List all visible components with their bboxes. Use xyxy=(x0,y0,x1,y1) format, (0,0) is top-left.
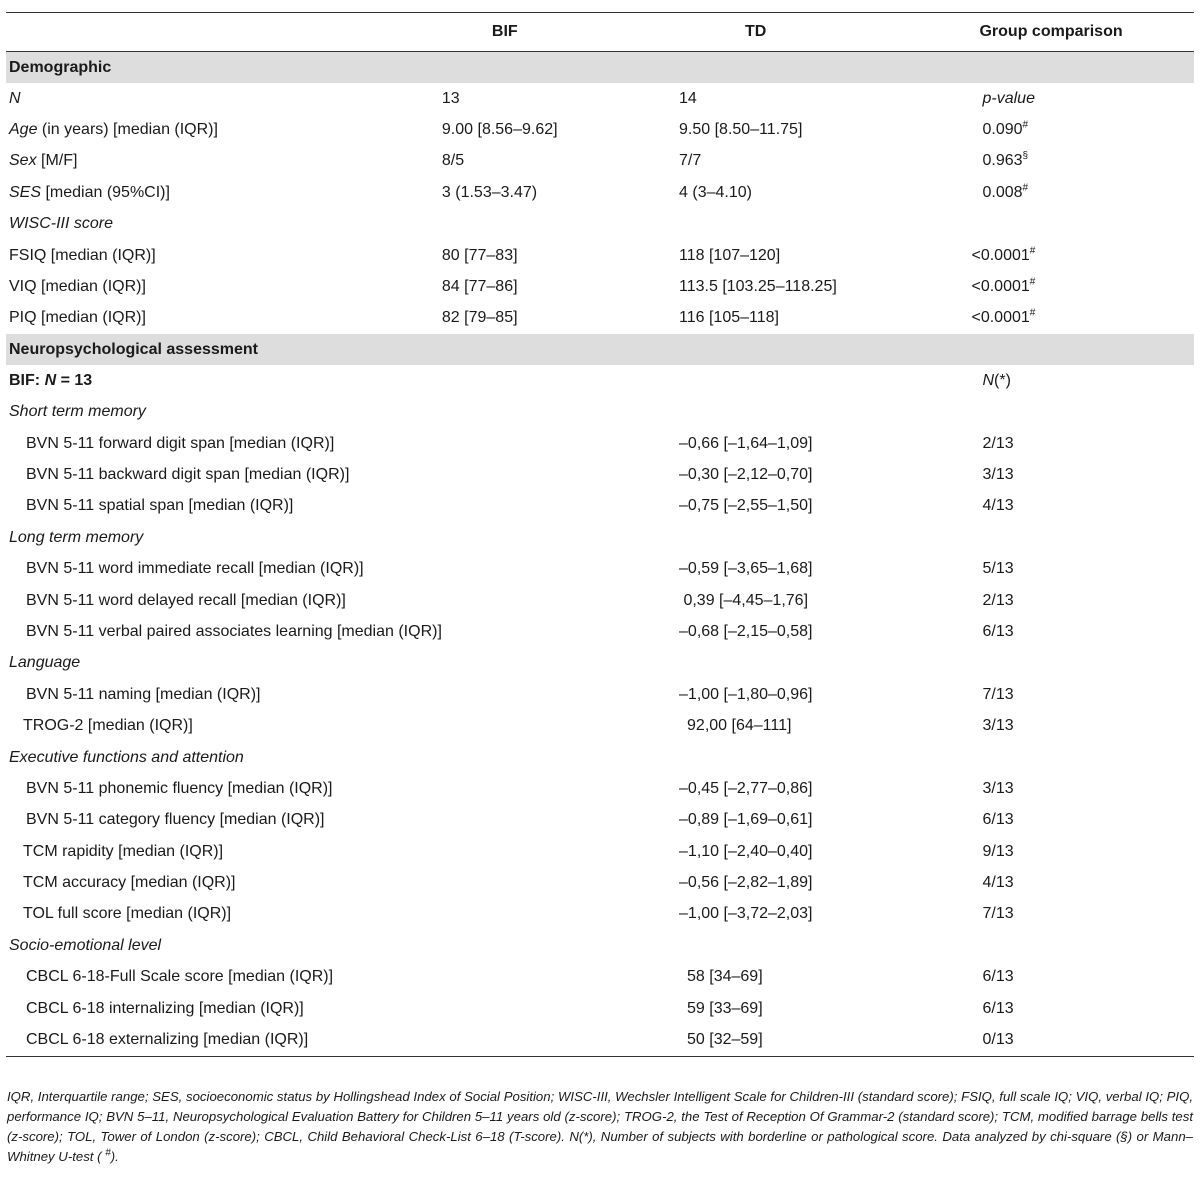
comparison-value: p-value xyxy=(982,89,1035,107)
row-label: BVN 5-11 word immediate recall [median (IQR)] xyxy=(26,560,364,578)
test-mark: # xyxy=(1029,245,1036,257)
p-value: 0.008 xyxy=(982,183,1023,201)
section-title: Neuropsychological assessment xyxy=(6,334,1194,365)
table-row xyxy=(6,836,1194,867)
comparison-value xyxy=(967,177,1194,208)
td-value: 7/7 xyxy=(679,152,702,170)
subheading-socio-emotional: Socio-emotional level xyxy=(9,936,162,954)
section-title: Demographic xyxy=(6,52,1194,84)
comparison-value xyxy=(967,240,1194,271)
table-row xyxy=(6,240,1194,271)
subheading-short-term-memory: Short term memory xyxy=(9,403,146,421)
td-value: –0,45 [–2,77–0,86] xyxy=(679,779,813,797)
row-label: N xyxy=(9,89,21,107)
td-value: –0,30 [–2,12–0,70] xyxy=(679,465,813,483)
bif-n-label xyxy=(6,365,442,396)
table-row xyxy=(6,899,1194,930)
comparison-value: 6/13 xyxy=(982,622,1014,640)
bif-label: BIF: xyxy=(9,371,41,389)
table-row xyxy=(6,365,1194,396)
td-value: 59 [33–69] xyxy=(687,999,763,1017)
td-value: 116 [105–118] xyxy=(679,309,779,327)
table-row xyxy=(6,710,1194,741)
footnote-mark: # xyxy=(105,1147,111,1159)
comparison-value: 6/13 xyxy=(982,999,1014,1017)
row-label: TCM accuracy [median (IQR)] xyxy=(23,874,236,892)
row-label: FSIQ [median (IQR)] xyxy=(9,246,156,264)
n-star-italic: N xyxy=(982,371,995,389)
table-row xyxy=(6,177,1194,208)
table-row xyxy=(6,146,1194,177)
table-header xyxy=(6,13,1194,52)
td-value: 9.50 [8.50–11.75] xyxy=(679,121,803,139)
p-value: <0.0001 xyxy=(971,278,1030,296)
row-label-italic: Age xyxy=(9,121,38,139)
comparison-value: 4/13 xyxy=(982,497,1014,515)
header-group-comparison: Group comparison xyxy=(979,23,1123,40)
td-value: 118 [107–120] xyxy=(679,246,781,264)
comparison-value: 5/13 xyxy=(982,560,1014,578)
bif-n-italic: N xyxy=(44,371,57,389)
table-row xyxy=(6,553,1194,584)
td-value: 4 (3–4.10) xyxy=(679,183,752,201)
td-value: –0,66 [–1,64–1,09] xyxy=(679,434,813,452)
p-value: 0.963 xyxy=(982,152,1023,170)
td-value: 58 [34–69] xyxy=(687,968,763,986)
row-label: BVN 5-11 backward digit span [median (IQR)] xyxy=(26,465,350,483)
row-label: TCM rapidity [median (IQR)] xyxy=(23,842,224,860)
subheading-language: Language xyxy=(9,654,81,672)
comparison-value: 0/13 xyxy=(967,1024,1194,1056)
bif-value: 82 [79–85] xyxy=(441,309,518,327)
n-star-header xyxy=(967,365,1194,396)
p-value: <0.0001 xyxy=(971,246,1030,264)
row-label xyxy=(6,146,442,177)
footnote-text: IQR, Interquartile range; SES, socioeconomic status by Hollingshead Index of Social Position; WISC-III, Wechsler Intelligent Scale for Children-III (standard score); FSIQ, full scale IQ; VIQ, verbal IQ; PIQ, performance IQ; BVN 5–11, Neuropsychological Evaluation Battery for Children 5–11 years old (z-score); TROG-2, the Test of Reception Of Grammar-2 (standard score); TCM, modified barrage bells test (z-score); TOL, Tower of London (z-score); CBCL, Child Behavioral Check-List 6–18 (T-score). N(*), Number of subjects with borderline or pathological score. Data analyzed by chi-square (§) or Mann–Whitney U-test ( xyxy=(7,1089,1193,1164)
row-label-rest: (in years) [median (IQR)] xyxy=(37,121,218,139)
test-mark: # xyxy=(1029,308,1036,320)
td-value: –1,00 [–1,80–0,96] xyxy=(679,685,813,703)
table-row xyxy=(6,271,1194,302)
row-label: BVN 5-11 naming [median (IQR)] xyxy=(26,685,261,703)
table-row xyxy=(6,428,1194,459)
subheading-row xyxy=(6,648,1194,679)
row-label: BVN 5-11 forward digit span [median (IQR)] xyxy=(26,434,335,452)
subheading-row xyxy=(6,742,1194,773)
table-row xyxy=(6,83,1194,114)
table-row xyxy=(6,491,1194,522)
comparison-value xyxy=(967,303,1194,334)
comparison-value: 7/13 xyxy=(982,685,1014,703)
td-value: –1,10 [–2,40–0,40] xyxy=(679,842,813,860)
bif-value: 13 xyxy=(441,89,460,107)
td-value: 113.5 [103.25–118.25] xyxy=(679,278,837,296)
comparison-value: 3/13 xyxy=(982,779,1014,797)
row-label xyxy=(6,114,442,145)
row-label: PIQ [median (IQR)] xyxy=(9,309,146,327)
bif-n-value: = 13 xyxy=(56,371,93,389)
header-col1 xyxy=(6,13,442,52)
section-row-demographic xyxy=(6,52,1194,84)
bif-value: 84 [77–86] xyxy=(441,278,518,296)
row-label: BVN 5-11 verbal paired associates learning [median (IQR)] xyxy=(26,622,442,640)
row-label: CBCL 6-18 internalizing [median (IQR)] xyxy=(26,999,304,1017)
comparison-value: 4/13 xyxy=(982,874,1014,892)
subheading-row xyxy=(6,930,1194,961)
test-mark: # xyxy=(1022,182,1029,194)
td-value: –1,00 [–3,72–2,03] xyxy=(679,905,813,923)
row-label-rest: [median (95%CI)] xyxy=(41,183,170,201)
table-row xyxy=(6,616,1194,647)
table-footnote xyxy=(7,1087,1193,1167)
td-value: 0,39 [–4,45–1,76] xyxy=(679,591,809,609)
td-value: 92,00 [64–111] xyxy=(687,717,792,735)
td-value: –0,59 [–3,65–1,68] xyxy=(679,560,813,578)
table-row xyxy=(6,679,1194,710)
subheading-executive-functions: Executive functions and attention xyxy=(9,748,244,766)
row-label: BVN 5-11 category fluency [median (IQR)] xyxy=(26,811,325,829)
header-td: TD xyxy=(745,23,767,40)
subheading-row xyxy=(6,522,1194,553)
table-row xyxy=(6,867,1194,898)
comparison-value: 2/13 xyxy=(982,591,1014,609)
p-value: <0.0001 xyxy=(971,309,1030,327)
row-label: TROG-2 [median (IQR)] xyxy=(23,717,193,735)
test-mark: # xyxy=(1022,119,1029,131)
row-label-italic: SES xyxy=(9,183,42,201)
comparison-value xyxy=(967,271,1194,302)
row-label: BVN 5-11 word delayed recall [median (IQR)] xyxy=(26,591,346,609)
subheading-row xyxy=(6,209,1194,240)
table-row xyxy=(6,114,1194,145)
comparison-value: 9/13 xyxy=(982,842,1014,860)
comparison-value: 3/13 xyxy=(982,465,1014,483)
n-star-rest: (*) xyxy=(994,371,1011,389)
td-value: –0,56 [–2,82–1,89] xyxy=(679,874,813,892)
bif-value: 3 (1.53–3.47) xyxy=(441,183,538,201)
footnote-end: ). xyxy=(110,1149,119,1164)
comparison-value xyxy=(967,146,1194,177)
row-label-rest: [M/F] xyxy=(36,152,78,170)
table-row xyxy=(6,805,1194,836)
table-row xyxy=(6,459,1194,490)
section-row-neuro xyxy=(6,334,1194,365)
header-bif: BIF xyxy=(491,23,518,40)
bif-value: 8/5 xyxy=(441,152,465,170)
table-row xyxy=(6,962,1194,993)
table-row xyxy=(6,303,1194,334)
test-mark: # xyxy=(1029,276,1036,288)
subheading-wisc: WISC-III score xyxy=(9,215,114,233)
comparison-value: 6/13 xyxy=(982,968,1014,986)
row-label: CBCL 6-18-Full Scale score [median (IQR)] xyxy=(26,968,334,986)
subheading-long-term-memory: Long term memory xyxy=(9,528,144,546)
results-table xyxy=(6,12,1194,1057)
row-label xyxy=(6,177,442,208)
row-label: BVN 5-11 spatial span [median (IQR)] xyxy=(26,497,294,515)
comparison-value: 7/13 xyxy=(982,905,1014,923)
test-mark: § xyxy=(1022,151,1029,163)
comparison-value xyxy=(967,114,1194,145)
row-label: CBCL 6-18 externalizing [median (IQR)] xyxy=(6,1024,442,1056)
bif-value: 9.00 [8.56–9.62] xyxy=(441,121,558,139)
table-row xyxy=(6,993,1194,1024)
p-value: 0.090 xyxy=(982,121,1023,139)
row-label-italic: Sex xyxy=(9,152,37,170)
td-value: –0,89 [–1,69–0,61] xyxy=(679,811,813,829)
bif-value: 80 [77–83] xyxy=(441,246,518,264)
table-row xyxy=(6,773,1194,804)
td-value: –0,75 [–2,55–1,50] xyxy=(679,497,813,515)
comparison-value: 2/13 xyxy=(982,434,1014,452)
comparison-value: 3/13 xyxy=(982,717,1014,735)
row-label: TOL full score [median (IQR)] xyxy=(23,905,232,923)
td-value: 50 [32–59] xyxy=(679,1024,967,1056)
comparison-value: 6/13 xyxy=(982,811,1014,829)
row-label: VIQ [median (IQR)] xyxy=(9,278,146,296)
td-value: –0,68 [–2,15–0,58] xyxy=(679,622,813,640)
table-row xyxy=(6,1024,1194,1056)
table-row xyxy=(6,585,1194,616)
subheading-row xyxy=(6,397,1194,428)
row-label: BVN 5-11 phonemic fluency [median (IQR)] xyxy=(26,779,333,797)
td-value: 14 xyxy=(679,89,697,107)
